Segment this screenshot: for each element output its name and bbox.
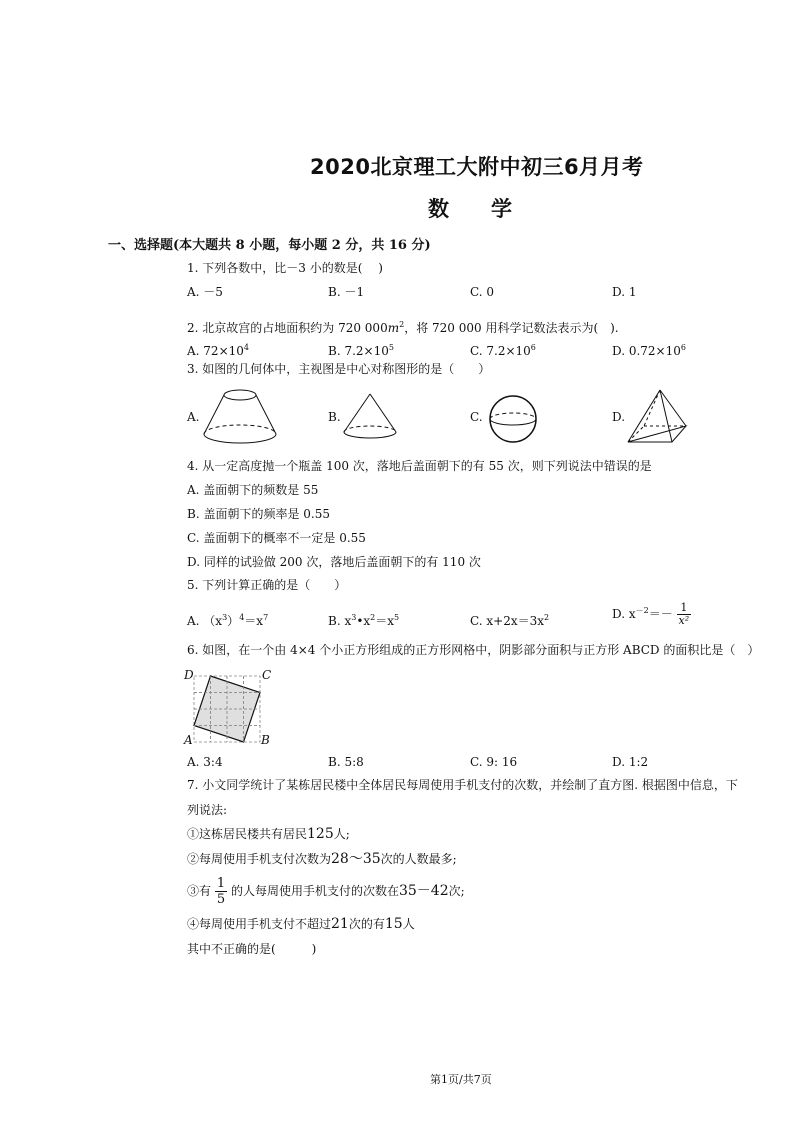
q4-stem: 4. 从一定高度抛一个瓶盖 100 次，落地后盖面朝下的有 55 次，则下列说法中错误的是 <box>187 459 652 473</box>
q3-label-a: A. <box>187 410 200 424</box>
q1-option-a: A. －5 <box>187 285 223 299</box>
q4-option-d: D. 同样的试验做 200 次，落地后盖面朝下的有 110 次 <box>187 555 481 569</box>
q2-option-a: A. $72\times 10^4$ <box>187 343 249 358</box>
corner-label-a: A <box>184 733 193 747</box>
q7-ask: 其中不正确的是( ) <box>187 942 317 956</box>
q7-stem-line2: 列说法: <box>187 803 228 817</box>
q1-stem: 1. 下列各数中，比－3 小的数是( ) <box>187 261 383 275</box>
q7-statement-2: ②每周使用手机支付次数为28～35次的人数最多; <box>187 851 457 867</box>
frustum-figure <box>200 386 280 446</box>
q5-stem: 5. 下列计算正确的是（ ） <box>187 578 347 592</box>
q6-option-a: A. 3:4 <box>187 755 223 769</box>
q3-label-b: B. <box>328 410 341 424</box>
q1-option-b: B. －1 <box>328 285 365 299</box>
q7-statement-1: ①这栋居民楼共有居民125人; <box>187 826 350 842</box>
q1-option-d: D. 1 <box>612 285 637 299</box>
q4-option-a: A. 盖面朝下的频数是 55 <box>187 483 319 497</box>
q5-option-d: D. $x^{-2}=-$ $\frac{1}{\text{x²}}$ <box>612 601 690 627</box>
q5-option-b: B. $x^3•x^2=x^5$ <box>328 613 400 628</box>
q1-option-c: C. 0 <box>470 285 495 299</box>
q2-option-b: B. $7.2\times 10^5$ <box>328 343 394 358</box>
section-heading: 一、选择题(本大题共 8 小题，每小题 2 分，共 16 分) <box>108 238 431 253</box>
q7-stem-line1: 7. 小文同学统计了某栋居民楼中全体居民每周使用手机支付的次数，并绘制了直方图. 根据图中信息，下 <box>187 778 738 792</box>
q4-option-c: C. 盖面朝下的概率不一定是 0.55 <box>187 531 366 545</box>
q5-option-a: A. $(x^3)^4=x^7$ <box>187 613 269 628</box>
q6-option-b: B. 5:8 <box>328 755 364 769</box>
page-subtitle: 数 学 <box>428 197 512 221</box>
q6-option-d: D. 1:2 <box>612 755 649 769</box>
q5-option-c: C. $x+2x=3x^2$ <box>470 613 550 628</box>
corner-label-d: D <box>184 668 194 682</box>
q7-statement-4: ④每周使用手机支付不超过21次的有15人 <box>187 916 415 932</box>
corner-label-c: C <box>262 668 272 682</box>
cone-figure <box>340 392 400 442</box>
q4-option-b: B. 盖面朝下的频率是 0.55 <box>187 507 330 521</box>
page-number: 第1页/共7页 <box>430 1073 492 1086</box>
q3-label-c: C. <box>470 410 483 424</box>
page-title: 2020北京理工大附中初三6月月考 <box>310 155 644 179</box>
sphere-figure <box>488 394 538 444</box>
corner-label-b: B <box>261 733 270 747</box>
q2-stem: 2. 北京故宫的占地面积约为 720 $000m^2$，将 720 000 用科学记数法表示为( ). <box>187 320 619 335</box>
q3-stem: 3. 如图的几何体中，主视图是中心对称图形的是（ ） <box>187 362 491 376</box>
q3-label-d: D. <box>612 410 626 424</box>
q2-option-d: D. $0.72\times 10^6$ <box>612 343 686 358</box>
pyramid-figure <box>626 388 690 446</box>
q6-stem: 6. 如图，在一个由 4×4 个小正方形组成的正方形网格中，阴影部分面积与正方形 ABCD 的面积比是（ ） <box>187 643 760 657</box>
q7-statement-3: ③有 $\frac{1}{5}$ 的人每周使用手机支付的次数在35－42次; <box>187 876 465 907</box>
q6-option-c: C. 9: 16 <box>470 755 518 769</box>
q2-option-c: C. $7.2\times 10^6$ <box>470 343 536 358</box>
